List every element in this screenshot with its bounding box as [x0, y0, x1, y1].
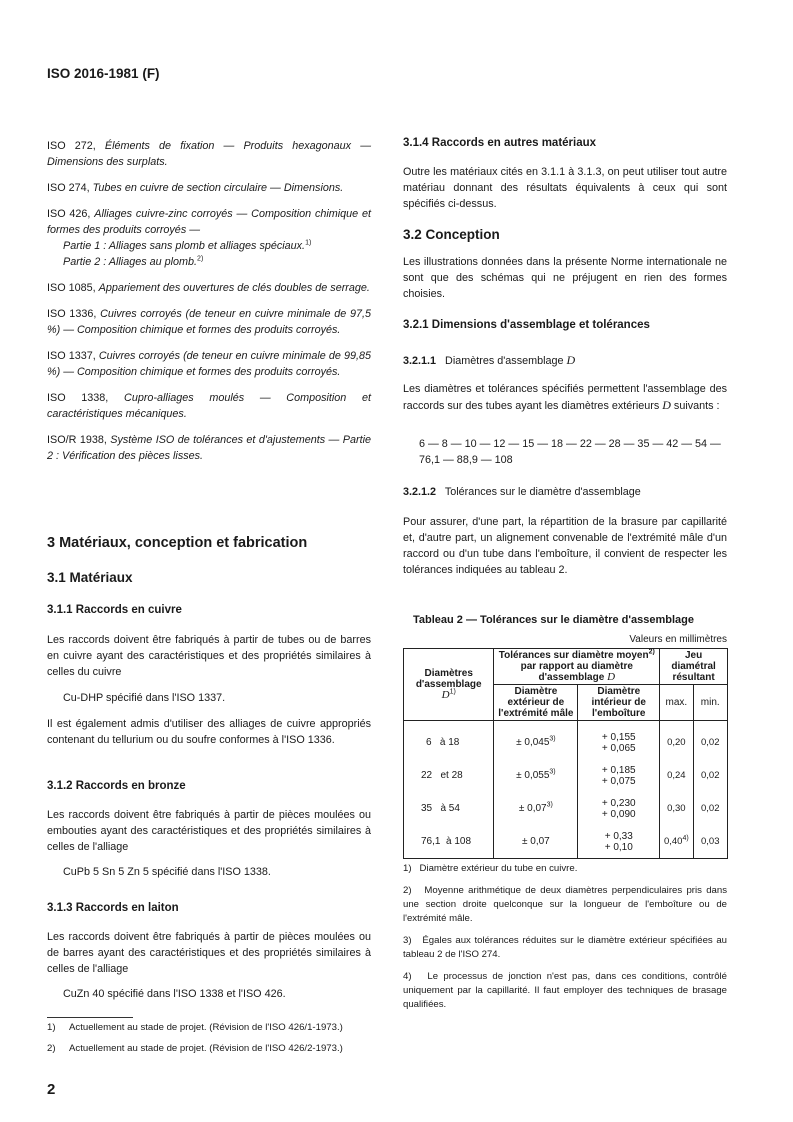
reference-item: ISO 1337, Cuivres corroyés (de teneur en cuivre minimale de 99,85 %) — Composition chimique et formes des produits corroyés. — [47, 350, 371, 378]
section-3-2-1-2-text: Pour assurer, d'une part, la répartition de la brasure par capillarité et, d'autre part, un alignement convenable de l'extrémité mâle d'un raccord ou d'un tube dans l'emboîture, il convient de respecter les tolérances indiquées au tableau 2. — [403, 516, 727, 576]
cell-external: ± $0,045^{3)}$ — [494, 721, 578, 760]
table-note: 1) Diamètre extérieur du tube en cuivre. — [403, 863, 578, 874]
section-3-2-heading: 3.2 Conception — [403, 227, 500, 242]
cell-max: 0,20 — [660, 721, 693, 760]
section-3-2-1-1-text: Les diamètres et tolérances spécifiés permettent l'assemblage des raccords sur des tubes ayant les diamètres extérieurs D suivants : — [403, 383, 727, 412]
header-diameter: Diamètres d'assemblage $D^{1)}$ — [404, 649, 494, 721]
table-row — [404, 759, 728, 792]
table-note: 2) Moyenne arithmétique de deux diamètres perpendiculaires pris dans une section droite quelconque sur la longueur de l'emboîture ou de l'extrémité mâle. — [403, 885, 727, 924]
section-3-2-1-heading: 3.2.1 Dimensions d'assemblage et tolérances — [403, 319, 650, 331]
reference-item: ISO 272, Éléments de fixation — Produits hexagonaux — Dimensions des surplats. — [47, 140, 371, 168]
page-number: 2 — [47, 1081, 56, 1098]
table-notes — [403, 862, 727, 1012]
section-3-1-2-heading: 3.1.2 Raccords en bronze — [47, 780, 186, 792]
cell-max: 0,40$^{4)}$ — [660, 825, 693, 859]
cell-external: ± 0,07 — [494, 825, 578, 859]
table-row — [404, 825, 728, 859]
reference-item: ISO 1338, Cupro-alliages moulés — Composition et caractéristiques mécaniques. — [47, 392, 372, 420]
cell-diameter: 6 à 18 — [404, 721, 494, 760]
cell-max: 0,30 — [660, 792, 693, 825]
header-tolerances: Tolérances sur diamètre moyen$^{2)}$ par rapport au diamètre d'assemblage D — [494, 649, 660, 685]
header-clearance: Jeu diamétral résultant — [660, 649, 728, 685]
table-2-title: Tableau 2 — Tolérances sur le diamètre d'assemblage — [413, 614, 694, 626]
cell-min: 0,02 — [693, 759, 727, 792]
section-3-2-1-1-heading: 3.2.1.1 Diamètres d'assemblage D — [403, 353, 576, 367]
cell-external: ± $0,055^{3)}$ — [494, 759, 578, 792]
reference-item: ISO 274, Tubes en cuivre de section circulaire — Dimensions. — [47, 182, 344, 194]
header-max: max. — [660, 685, 693, 721]
cell-internal: + 0,185 + 0,075 — [578, 759, 660, 792]
cell-diameter: 35 à 54 — [404, 792, 494, 825]
cell-internal: + 0,155 + 0,065 — [578, 721, 660, 760]
footnote-separator — [47, 1017, 133, 1018]
header-internal-diameter: Diamètre intérieur de l'emboîture — [578, 685, 660, 721]
cell-min: 0,03 — [693, 825, 727, 859]
section-3-1-4-text: Outre les matériaux cités en 3.1.1 à 3.1.3, on peut utiliser tout autre matériau donnant des résultats équivalents à ceux qui sont spécifiés ci-dessus. — [403, 166, 727, 210]
table-note: 3) Égales aux tolérances réduites sur le diamètre extérieur spécifiées au tableau 2 de l'ISO 274. — [403, 935, 727, 960]
table-2-units: Valeurs en millimètres — [629, 634, 727, 645]
section-3-1-1-material: Cu-DHP spécifié dans l'ISO 1337. — [63, 692, 226, 704]
section-3-1-1-text2: Il est également admis d'utiliser des alliages de cuivre appropriés contenant du tellurium ou du soufre conformes à l'ISO 1336. — [47, 718, 371, 746]
references-list — [47, 138, 371, 464]
cell-internal: + 0,33 + 0,10 — [578, 825, 660, 859]
diameter-series: 6 — 8 — 10 — 12 — 15 — 18 — 22 — 28 — 35 — 42 — 54 — 76,1 — 88,9 — 108 — [419, 438, 721, 466]
reference-item: ISO 1085, Appariement des ouvertures de clés doubles de serrage. — [47, 282, 370, 294]
section-3-1-3-text: Les raccords doivent être fabriqués à partir de pièces moulées ou de barres ayant des caractéristiques et des propriétés similaires à celles de l'alliage — [47, 931, 371, 975]
section-3-1-2-material: CuPb 5 Sn 5 Zn 5 spécifié dans l'ISO 1338. — [63, 866, 271, 878]
section-3-2-1-2-heading: 3.2.1.2 Tolérances sur le diamètre d'assemblage — [403, 486, 641, 498]
footnotes — [47, 1021, 377, 1056]
cell-external: ± $0,07^{3)}$ — [494, 792, 578, 825]
footnote-item: 2) Actuellement au stade de projet. (Révision de l'ISO 426/2-1973.) — [47, 1043, 343, 1054]
cell-internal: + 0,230 + 0,090 — [578, 792, 660, 825]
cell-diameter: 22 et 28 — [404, 759, 494, 792]
table-note: 4) Le processus de jonction n'est pas, dans ces conditions, contrôlé uniquement par la capillarité. Il faut employer des techniques de brasage qualifiées. — [403, 971, 728, 1010]
cell-max: 0,24 — [660, 759, 693, 792]
reference-item: ISO 426, Alliages cuivre-zinc corroyés — Composition chimique et formes des produits corroyés — Partie 1 : Alliages sans plomb et alliages spéciaux.$^{1)}$ Partie 2 : Alliages au plomb.$^{2)}$ — [47, 208, 372, 268]
section-3-1-heading: 3.1 Matériaux — [47, 570, 133, 585]
footnote-item: 1) Actuellement au stade de projet. (Révision de l'ISO 426/1-1973.) — [47, 1022, 343, 1033]
tolerance-table — [403, 648, 728, 859]
cell-min: 0,02 — [693, 721, 727, 760]
section-3-1-1-heading: 3.1.1 Raccords en cuivre — [47, 604, 182, 616]
section-3-1-1-text: Les raccords doivent être fabriqués à partir de tubes ou de barres en cuivre ayant des caractéristiques et des propriétés similaires à celles du cuivre — [47, 634, 371, 678]
section-3-2-text: Les illustrations données dans la présente Norme internationale ne sont que des schémas qui ne préjugent en rien des formes choisies. — [403, 256, 727, 300]
reference-item: ISO 1336, Cuivres corroyés (de teneur en cuivre minimale de 97,5 %) — Composition chimique et formes des produits corroyés. — [47, 308, 372, 336]
reference-item: ISO/R 1938, Système ISO de tolérances et d'ajustements — Partie 2 : Vérification des pièces lisses. — [47, 434, 371, 462]
header-min: min. — [693, 685, 727, 721]
document-id: ISO 2016-1981 (F) — [47, 66, 160, 81]
section-3-1-3-material: CuZn 40 spécifié dans l'ISO 1338 et l'ISO 426. — [63, 988, 286, 1000]
table-row — [404, 792, 728, 825]
table-row — [404, 721, 728, 760]
section-3-heading: 3 Matériaux, conception et fabrication — [47, 535, 308, 551]
section-3-1-3-heading: 3.1.3 Raccords en laiton — [47, 902, 179, 914]
section-3-1-4-heading: 3.1.4 Raccords en autres matériaux — [403, 137, 597, 149]
cell-min: 0,02 — [693, 792, 727, 825]
cell-diameter: 76,1 à 108 — [404, 825, 494, 859]
header-external-diameter: Diamètre extérieur de l'extrémité mâle — [494, 685, 578, 721]
section-3-1-2-text: Les raccords doivent être fabriqués à partir de pièces moulées ou embouties ayant des caractéristiques et des propriétés similaires à celles de l'alliage — [47, 809, 371, 853]
